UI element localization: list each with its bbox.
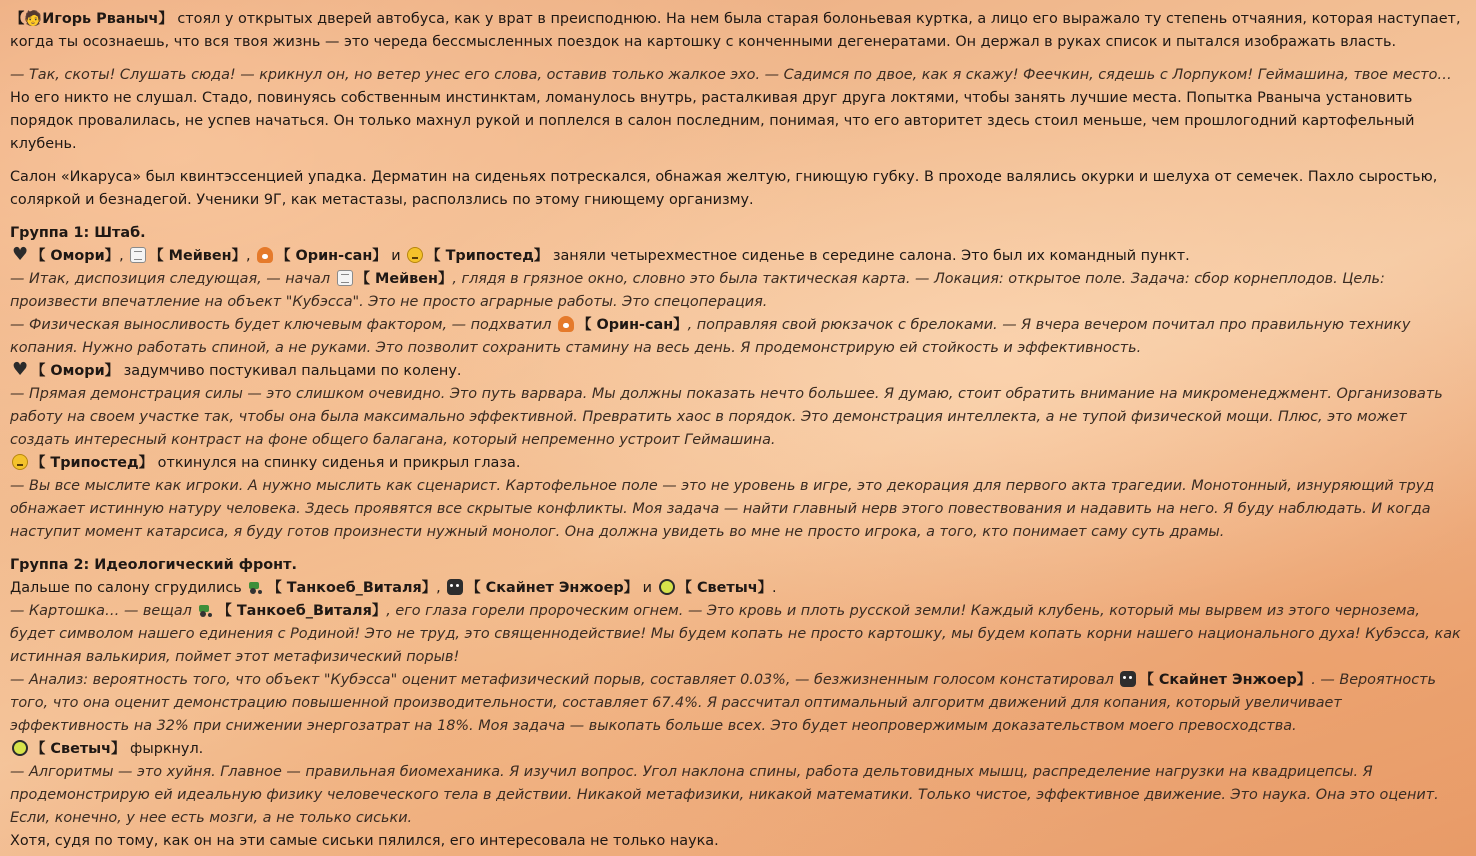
group-2-heading: Группа 2: Идеологический фронт.: [10, 557, 297, 573]
notepad-icon: [337, 270, 353, 286]
character-tag-skynet: 【 Скайнет Энжоер】: [445, 580, 638, 596]
fox-icon: [558, 316, 574, 332]
paragraph-ikarus: Салон «Икаруса» был квинтэссенцией упадка. Дерматин на сиденьях потрескался, обнажая желтую, гниющую губку. В проходе валялись окурки и шелуха от семечек. Пахло сыростью, соляркой и безнадегой. Ученики 9Г, как метастазы, расползлись по этому гниющему организму.: [10, 169, 1438, 208]
paragraph-crowd: Но его никто не слушал. Стадо, повинуясь собственным инстинктам, ломанулось внутрь, расталкивая друг друга локтями, чтобы занять лучшие места. Попытка Рваныча установить порядок провалилась, не успев начаться. Он только махнул рукой и поплелся в салон последним, понимая, что его авторитет здесь стоил меньше, чем прошлогодний картофельный клубень.: [10, 90, 1415, 152]
tractor-icon: [198, 602, 214, 618]
character-tag-svet: 【 Светыч】: [657, 580, 772, 596]
action-tripo: 【 Трипостед】 откинулся на спинку сиденья и прикрыл глаза.: [10, 452, 1462, 475]
action-omori: ♥【 Омори】 задумчиво постукивал пальцами по колену.: [10, 360, 1462, 383]
notepad-icon: [130, 247, 146, 263]
tractor-icon: [248, 579, 264, 595]
dialogue-mayven: — Итак, диспозиция следующая, — начал 【 Мейвен】, глядя в грязное окно, словно это была тактическая карта. — Локация: открытое поле. Задача: сбор корнеплодов. Цель: произвести впечатление на объект "Кубэсса". Это не просто аграрные работы. Это спецоперация.: [10, 271, 1385, 310]
character-tag-omori: ♥【 Омори】: [10, 363, 119, 379]
paragraph-intro: [10, 8, 1462, 54]
robot-face-icon: [447, 579, 463, 595]
dialogue-svet: — Алгоритмы — это хуйня. Главное — правильная биомеханика. Я изучил вопрос. Угол наклона спины, работа дельтовидных мышц, распределение нагрузки на квадрицепсы. Я продемонстрирую ей идеальную физику человеческого тела в действии. Никакой метафизики, никакой математики. Только чистое, эффективное движение. Это наука. Она это оценит. Если, конечно, у нее есть мозги, а не только сиськи.: [10, 764, 1439, 826]
thinking-face-icon: [407, 247, 423, 263]
dialogue-tripo: — Вы все мыслите как игроки. А нужно мыслить как сценарист. Картофельное поле — это не уровень в игре, это декорация для первого акта трагедии. Монотонный, изнуряющий труд обнажает истинную натуру человека. Здесь проявятся все скрытые конфликты. Моя задача — найти главный нерв этого повествования и надавить на него. Я буду наблюдать. И когда наступит момент катарсиса, я буду готов произнести нужный монолог. Она должна увидеть во мне не просто игрока, а того, кто понимает саму суть драмы.: [10, 478, 1435, 540]
character-tag-tripo: 【 Трипостед】: [10, 455, 153, 471]
dialogue-omori: — Прямая демонстрация силы — это слишком очевидно. Это путь варвара. Мы должны показать нечто большее. Я думаю, стоит обратить внимание на микроменеджмент. Организовать работу на своем участке так, чтобы она была максимально эффективной. Превратить хаос в порядок. Это демонстрация интеллекта, а не тупой физической мощи. Плюс, это может создать интересный контраст на фоне общего балагана, который непременно устроит Геймашина.: [10, 386, 1443, 448]
dialogue-orin: — Физическая выносливость будет ключевым фактором, — подхватил 【 Орин-сан】, поправляя свой рюкзачок с брелоками. — Я вчера вечером почитал про правильную технику копания. Нужно работать спиной, а не руками. Это позволит сохранить стамину на весь день. Я продемонстрирую ей стойкость и эффективность.: [10, 317, 1411, 356]
group-1-heading: Группа 1: Штаб.: [10, 225, 146, 241]
black-heart-icon: [12, 247, 28, 263]
character-tag-igor: 【🧑Игорь Рваныч】: [10, 11, 173, 27]
paragraph-intro-text: стоял у открытых дверей автобуса, как у врат в преисподнюю. На нем была старая болоньевая куртка, а лицо его выражало ту степень отчаяния, которая наступает, когда ты осознаешь, что вся твоя жизнь — это череда бессмысленных поездок на картошку с конченными дегенератами. Он держал в руках список и пытался изображать власть.: [10, 11, 1461, 50]
character-tag-tank: 【 Танкоеб_Виталя】: [246, 580, 436, 596]
thinking-face-icon: [12, 454, 28, 470]
sun-face-icon: [12, 740, 28, 756]
character-tag-tripo: 【 Трипостед】: [405, 248, 548, 264]
character-tag-svet: 【 Светыч】: [10, 741, 125, 757]
paragraph-closing: Хотя, судя по тому, как он на эти самые сиськи пялился, его интересовала не только наука.: [10, 833, 719, 849]
dialogue-tank: — Картошка… — вещал 【 Танкоеб_Виталя】, его глаза горели пророческим огнем. — Это кровь и плоть русской земли! Каждый клубень, который мы вырвем из этого чернозема, будет символом нашего единения с Родиной! Это не труд, это священнодействие! Мы будем копать не просто картошку, мы будем копать корни нашего национального духа! Кубэсса, как истинная валькирия, поймет этот метафизический порыв!: [10, 603, 1461, 665]
sun-face-icon: [659, 579, 675, 595]
black-heart-icon: [12, 362, 28, 378]
character-tag-orin: 【 Орин-сан】: [255, 248, 387, 264]
robot-face-icon: [1120, 671, 1136, 687]
character-tag-mayven: 【 Мейвен】: [128, 248, 246, 264]
character-tag-orin: 【 Орин-сан】: [556, 317, 688, 333]
character-tag-omori: ♥【 Омори】: [10, 248, 119, 264]
character-tag-skynet: 【 Скайнет Энжоер】: [1118, 672, 1311, 688]
group-2-intro: Дальше по салону сгрудились 【 Танкоеб_Виталя】, 【 Скайнет Энжоер】 и 【 Светыч】.: [10, 580, 777, 596]
character-tag-tank: 【 Танкоеб_Виталя】: [196, 603, 386, 619]
action-svet: 【 Светыч】 фыркнул.: [10, 738, 1462, 761]
character-tag-mayven: 【 Мейвен】: [335, 271, 453, 287]
story-text: [10, 8, 1462, 853]
group-1-intro: ♥【 Омори】, 【 Мейвен】, 【 Орин-сан】 и 【 Трипостед】 заняли четырехместное сиденье в середине салона. Это был их командный пункт.: [10, 245, 1462, 268]
dialogue-igor-shout: — Так, скоты! Слушать сюда! — крикнул он, но ветер унес его слова, оставив только жалкое эхо. — Садимся по двое, как я скажу! Феечкин, сядешь с Лорпуком! Геймашина, твое место…: [10, 67, 1452, 83]
dialogue-skynet: — Анализ: вероятность того, что объект "Кубэсса" оценит метафизический порыв, составляет 0.03%, — безжизненным голосом констатировал 【 Скайнет Энжоер】. — Вероятность того, что она оценит демонстрацию повышенной производительности, составляет 67.4%. Я рассчитал оптимальный алгоритм движений для копания, который увеличивает эффективность на 32% при снижении энергозатрат на 18%. Моя задача — выкопать больше всех. Это будет неопровержимым доказательством моего превосходства.: [10, 672, 1437, 734]
fox-icon: [257, 247, 273, 263]
